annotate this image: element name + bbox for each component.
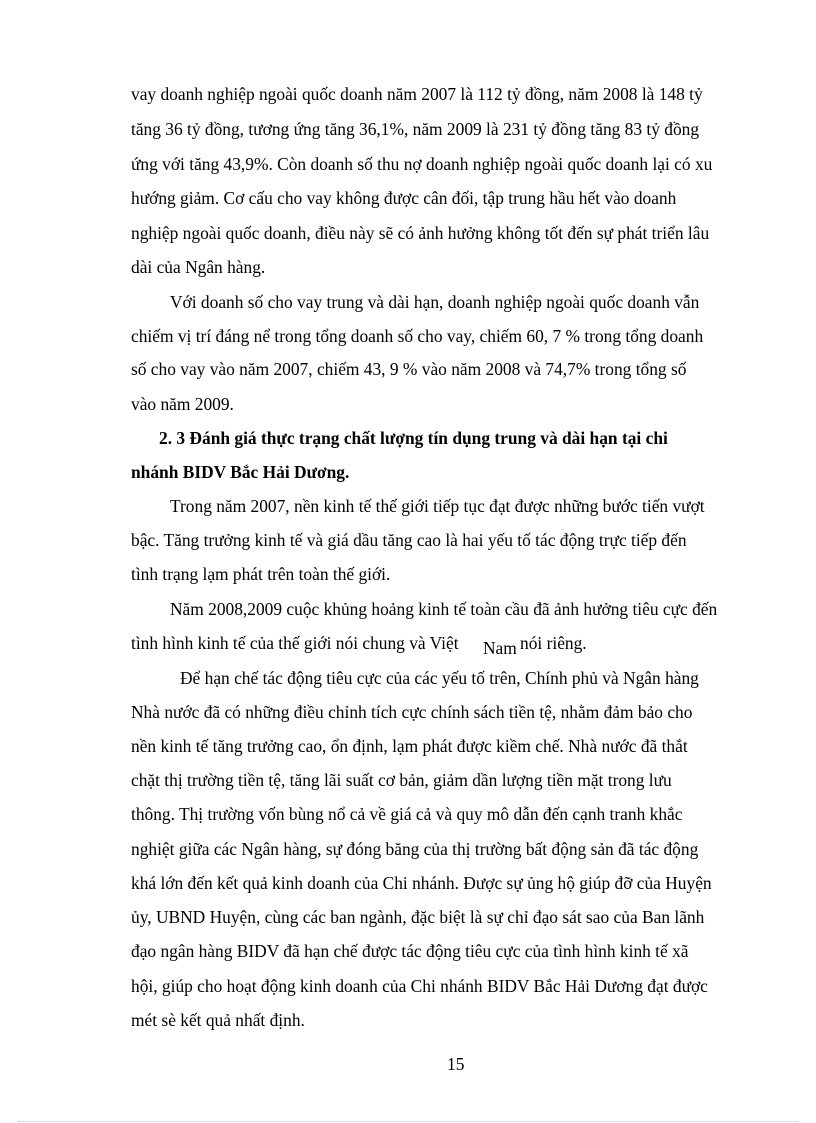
page-bottom-divider xyxy=(18,1121,798,1122)
text-line: nghiệt giữa các Ngân hàng, sự đóng băng của thị trường bất động sản đã tác động xyxy=(131,839,699,859)
text-line: Để hạn chế tác động tiêu cực của các yếu tố trên, Chính phủ và Ngân hàng xyxy=(180,668,699,688)
text-line: tình hình kinh tế của thế giới nói chung và Việt xyxy=(131,633,459,653)
text-line: nói riêng. xyxy=(520,633,587,653)
section-heading: 2. 3 Đánh giá thực trạng chất lượng tín dụng trung và dài hạn tại chi xyxy=(159,428,668,448)
text-line: mét sè kết quả nhất định. xyxy=(131,1010,305,1030)
text-line: chiếm vị trí đáng nể trong tổng doanh số cho vay, chiếm 60, 7 % trong tổng doanh xyxy=(131,326,704,346)
text-line: ủy, UBND Huyện, cùng các ban ngành, đặc biệt là sự chỉ đạo sát sao của Ban lãnh xyxy=(131,907,705,927)
text-line: dài của Ngân hàng. xyxy=(131,257,266,277)
text-line: tình trạng lạm phát trên toàn thế giới. xyxy=(131,564,391,584)
text-line: đạo ngân hàng BIDV đã hạn chế được tác động tiêu cực của tình hình kinh tế xã xyxy=(131,941,689,961)
text-line: Với doanh số cho vay trung và dài hạn, doanh nghiệp ngoài quốc doanh vẫn xyxy=(170,292,700,312)
text-line: ứng với tăng 43,9%. Còn doanh số thu nợ doanh nghiệp ngoài quốc doanh lại có xu xyxy=(131,154,713,174)
text-line: Năm 2008,2009 cuộc khủng hoảng kinh tế toàn cầu đã ảnh hưởng tiêu cực đến xyxy=(170,599,718,619)
text-line: nghiệp ngoài quốc doanh, điều này sẽ có ảnh hưởng không tốt đến sự phát triển lâu xyxy=(131,223,710,243)
text-line: Trong năm 2007, nền kinh tế thế giới tiếp tục đạt được những bước tiến vượt xyxy=(170,496,705,516)
text-line: Nam xyxy=(483,638,517,658)
text-line: vay doanh nghiệp ngoài quốc doanh năm 2007 là 112 tỷ đồng, năm 2008 là 148 tỷ xyxy=(131,84,703,104)
text-line: nền kinh tế tăng trưởng cao, ổn định, lạm phát được kiềm chế. Nhà nước đã thắt xyxy=(131,736,688,756)
text-line: chặt thị trường tiền tệ, tăng lãi suất cơ bản, giảm dần lượng tiền mặt trong lưu xyxy=(131,770,672,790)
text-line: thông. Thị trường vốn bùng nổ cả về giá cả và quy mô dẫn đến cạnh tranh khắc xyxy=(131,804,683,824)
text-line: hướng giảm. Cơ cấu cho vay không được cân đối, tập trung hầu hết vào doanh xyxy=(131,188,677,208)
text-line: bậc. Tăng trưởng kinh tế và giá dầu tăng cao là hai yếu tố tác động trực tiếp đến xyxy=(131,530,687,550)
text-line: số cho vay vào năm 2007, chiếm 43, 9 % vào năm 2008 và 74,7% trong tổng số xyxy=(131,359,687,379)
section-heading: nhánh BIDV Bắc Hải Dương. xyxy=(131,462,350,482)
text-line: vào năm 2009. xyxy=(131,394,234,414)
text-line: hội, giúp cho hoạt động kinh doanh của Chi nhánh BIDV Bắc Hải Dương đạt được xyxy=(131,976,708,996)
text-line: tăng 36 tỷ đồng, tương ứng tăng 36,1%, năm 2009 là 231 tỷ đồng tăng 83 tỷ đồng xyxy=(131,119,700,139)
text-line: khá lớn đến kết quả kinh doanh của Chi nhánh. Được sự ủng hộ giúp đỡ của Huyện xyxy=(131,873,712,893)
page-number: 15 xyxy=(447,1054,465,1074)
text-line: Nhà nước đã có những điều chỉnh tích cực chính sách tiền tệ, nhằm đảm bảo cho xyxy=(131,702,693,722)
